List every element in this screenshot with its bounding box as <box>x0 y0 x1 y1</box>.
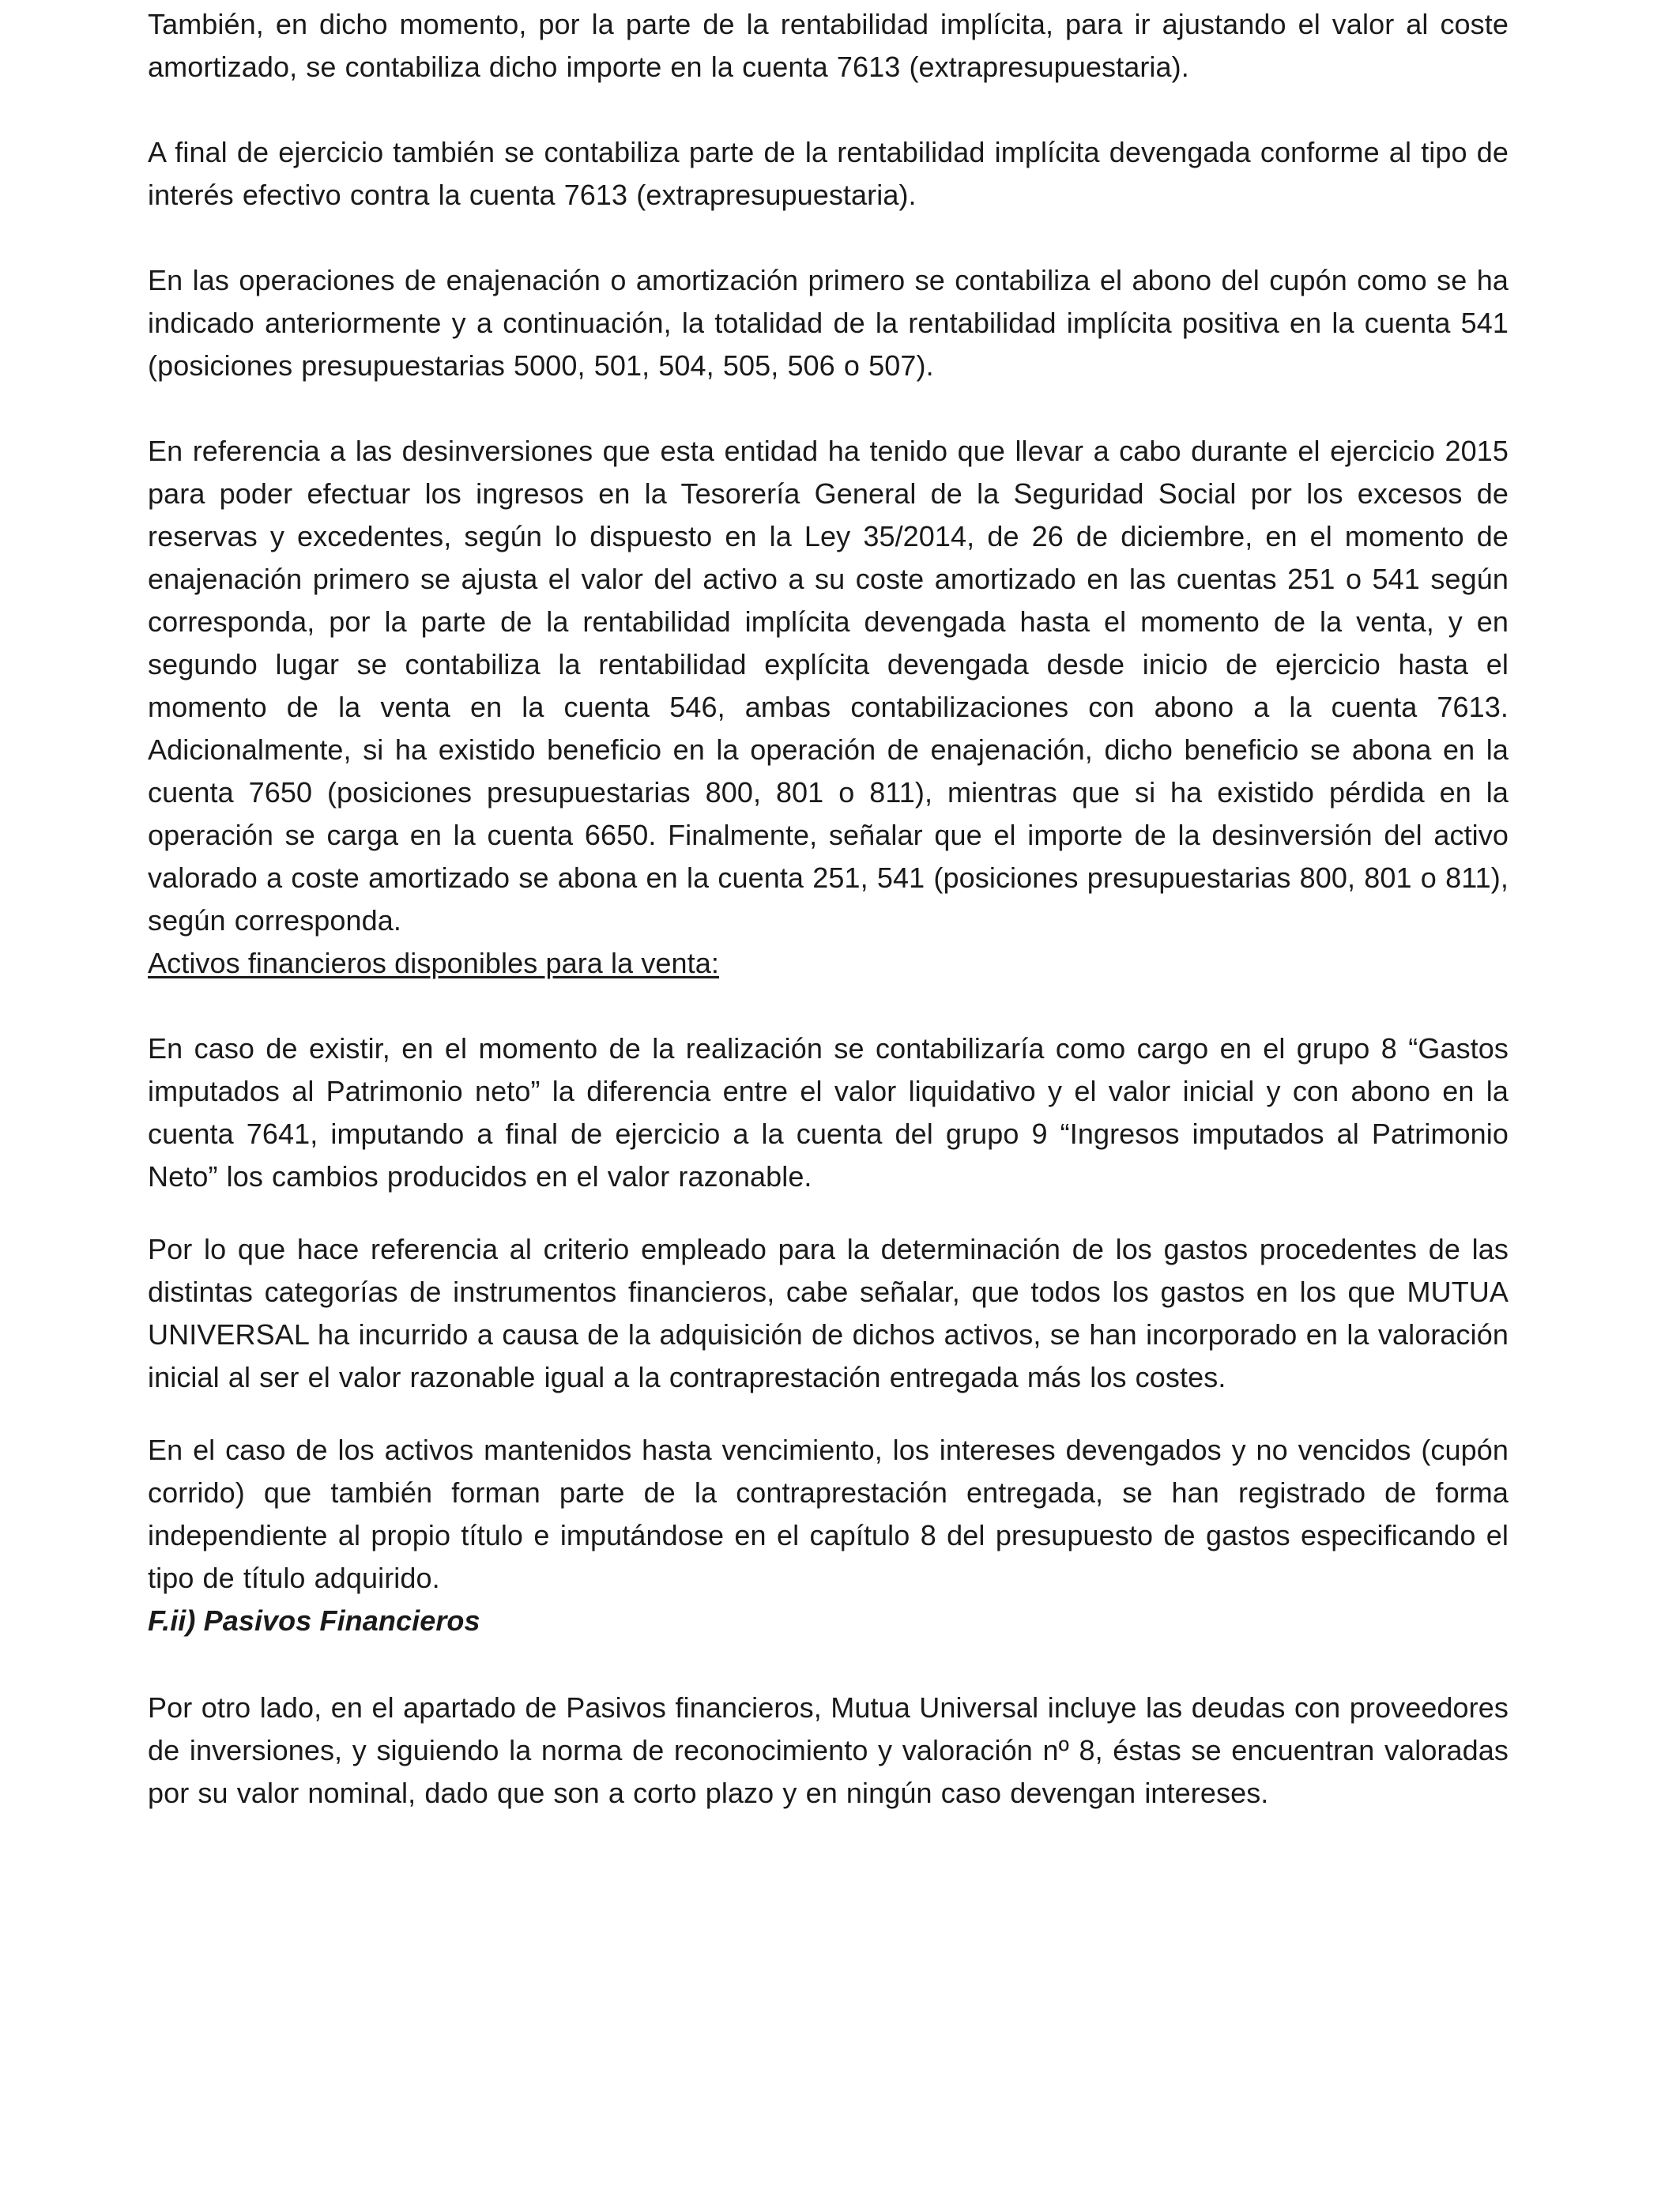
paragraph-mantenidos-vencimiento: En el caso de los activos mantenidos hasta vencimiento, los intereses devengados y no vencidos (cupón corrido) que también forman parte de la contraprestación entregada, se han registrado de forma independiente al propio título e imputándose en el capítulo 8 del presupuesto de gastos especificando el tipo de título adquirido. <box>148 1434 1509 1594</box>
paragraph-rentabilidad-implicita: También, en dicho momento, por la parte de la rentabilidad implícita, para ir ajustando el valor al coste amortizado, se contabiliza dicho importe en la cuenta 7613 (extrapresupuestaria). <box>148 8 1509 83</box>
paragraph-realizacion: En caso de existir, en el momento de la realización se contabilizaría como cargo en el grupo 8 “Gastos imputados al Patrimonio neto” la diferencia entre el valor liquidativo y el valor inicial y con abono en la cuenta 7641, imputando a final de ejercicio a la cuenta del grupo 9 “Ingresos imputados al Patrimonio Neto” los cambios producidos en el valor razonable. <box>148 1032 1509 1193</box>
heading-pasivos-financieros: F.ii) Pasivos Financieros <box>148 1604 480 1637</box>
paragraph-criterio-gastos: Por lo que hace referencia al criterio empleado para la determinación de los gastos procedentes de las distintas categorías de instrumentos financieros, cabe señalar, que todos los gastos en los que MUTUA UNIVERSAL ha incurrido a causa de la adquisición de dichos activos, se han incorporado en la valoración inicial al ser el valor razonable igual a la contraprestación entregada más los costes. <box>148 1233 1509 1393</box>
paragraph-pasivos: Por otro lado, en el apartado de Pasivos financieros, Mutua Universal incluye las deudas con proveedores de inversiones, y siguiendo la norma de reconocimiento y valoración nº 8, éstas se encuentran valoradas por su valor nominal, dado que son a corto plazo y en ningún caso devengan intereses. <box>148 1691 1509 1809</box>
paragraph-enajenacion: En las operaciones de enajenación o amortización primero se contabiliza el abono del cupón como se ha indicado anteriormente y a continuación, la totalidad de la rentabilidad implícita positiva en la cuenta 541 (posiciones presupuestarias 5000, 501, 504, 505, 506 o 507). <box>148 264 1509 382</box>
heading-activos-disponibles: Activos financieros disponibles para la venta: <box>148 947 719 979</box>
paragraph-final-ejercicio: A final de ejercicio también se contabiliza parte de la rentabilidad implícita devengada conforme al tipo de interés efectivo contra la cuenta 7613 (extrapresupuestaria). <box>148 136 1509 211</box>
paragraph-desinversiones: En referencia a las desinversiones que esta entidad ha tenido que llevar a cabo durante el ejercicio 2015 para poder efectuar los ingresos en la Tesorería General de la Seguridad Social por los excesos de reservas y excedentes, según lo dispuesto en la Ley 35/2014, de 26 de diciembre, en el momento de enajenación primero se ajusta el valor del activo a su coste amortizado en las cuentas 251 o 541 según corresponda, por la parte de la rentabilidad implícita devengada hasta el momento de la venta, y en segundo lugar se contabiliza la rentabilidad explícita devengada desde inicio de ejercicio hasta el momento de la venta en la cuenta 546, ambas contabilizaciones con abono a la cuenta 7613. Adicionalmente, si ha existido beneficio en la operación de enajenación, dicho beneficio se abona en la cuenta 7650 (posiciones presupuestarias 800, 801 o 811), mientras que si ha existido pérdida en la operación se carga en la cuenta 6650. Finalmente, señalar que el importe de la desinversión del activo valorado a coste amortizado se abona en la cuenta 251, 541 (posiciones presupuestarias 800, 801 o 811), según corresponda. <box>148 435 1509 937</box>
document-page <box>148 0 1509 1815</box>
